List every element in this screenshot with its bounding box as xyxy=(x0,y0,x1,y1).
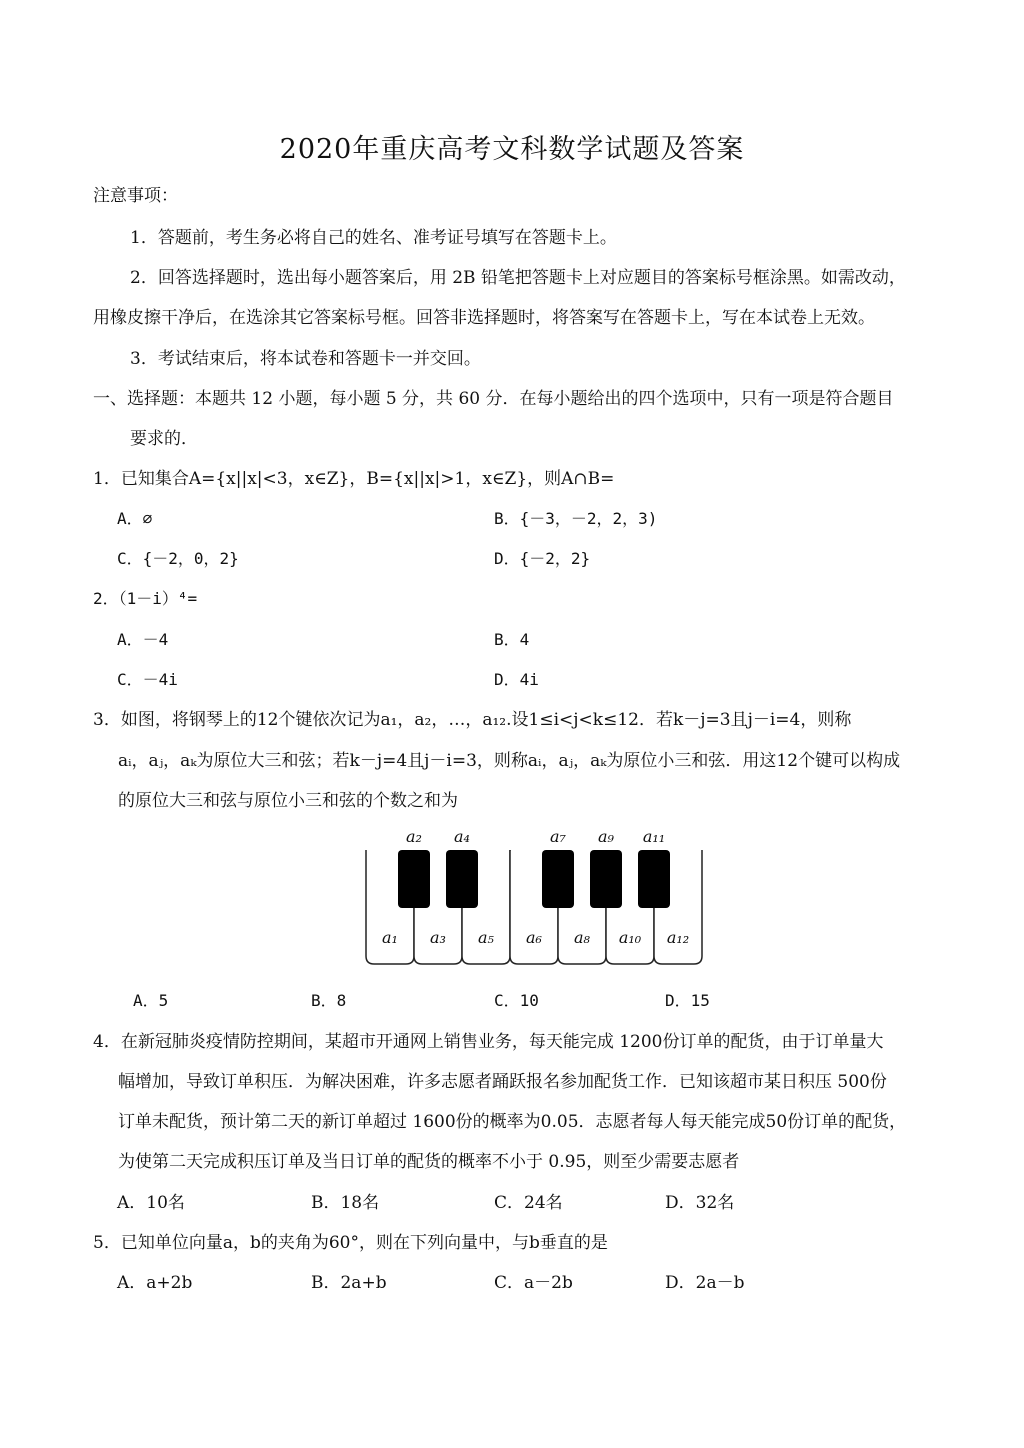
q1-option-c: C．{－2，0，2} xyxy=(117,549,239,568)
section1-heading-cont: 要求的． xyxy=(130,429,198,449)
q2-option-a: A．－4 xyxy=(117,630,169,649)
notice-heading: 注意事项： xyxy=(93,186,178,206)
q4-option-b: B．18名 xyxy=(311,1193,380,1213)
white-key-label: a₁ xyxy=(382,928,398,947)
q1-option-a: A．∅ xyxy=(117,509,153,528)
white-key-label: a₃ xyxy=(430,928,446,947)
q2-option-c: C．－4i xyxy=(117,670,178,689)
q5-stem: 5．已知单位向量a，b的夹角为60°，则在下列向量中，与b垂直的是 xyxy=(93,1233,608,1253)
q4-option-c: C．24名 xyxy=(494,1193,563,1213)
black-key-label: a₉ xyxy=(598,827,614,846)
section1-heading: 一、选择题：本题共 12 小题，每小题 5 分，共 60 分．在每小题给出的四个选项中，只有一项是符合题目 xyxy=(93,389,894,409)
q3-option-a: A．5 xyxy=(133,991,169,1010)
black-key-label: a₄ xyxy=(454,827,470,846)
notice-item-1: 1．答题前，考生务必将自己的姓名、准考证号填写在答题卡上。 xyxy=(130,228,617,248)
notice-item-2: 2．回答选择题时，选出每小题答案后，用 2B 铅笔把答题卡上对应题目的答案标号框涂黑。如需改动， xyxy=(130,268,906,288)
q3-stem-line2: aᵢ，aⱼ，aₖ为原位大三和弦；若k－j=4且j－i=3，则称aᵢ，aⱼ，aₖ为原位小三和弦．用这12个键可以构成 xyxy=(118,751,901,771)
q3-option-d: D．15 xyxy=(665,991,710,1010)
white-key-label: a₁₀ xyxy=(618,928,642,947)
q4-stem-line1: 4．在新冠肺炎疫情防控期间，某超市开通网上销售业务，每天能完成 1200份订单的配货，由于订单量大 xyxy=(93,1032,884,1052)
white-key-label: a₅ xyxy=(478,928,494,947)
q1-option-b: B．{－3，－2，2，3) xyxy=(494,509,658,528)
q4-option-a: A．10名 xyxy=(117,1193,185,1213)
black-key-2 xyxy=(398,850,430,908)
notice-item-3: 3．考试结束后，将本试卷和答题卡一并交回。 xyxy=(130,349,481,369)
q1-stem: 1．已知集合A={x||x|<3，x∈Z}，B={x||x|>1，x∈Z}，则A∩B= xyxy=(93,469,615,489)
black-key-7 xyxy=(542,850,574,908)
black-key-11 xyxy=(638,850,670,908)
q1-option-d: D．{－2，2} xyxy=(494,549,591,568)
q2-option-d: D．4i xyxy=(494,670,539,689)
white-key-label: a₈ xyxy=(574,928,590,947)
q4-stem-line4: 为使第二天完成积压订单及当日订单的配货的概率不小于 0.95，则至少需要志愿者 xyxy=(118,1152,740,1172)
piano-keyboard-figure xyxy=(362,822,704,968)
q4-stem-line3: 订单未配货，预计第二天的新订单超过 1600份的概率为0.05．志愿者每人每天能完成50份订单的配货， xyxy=(118,1112,907,1132)
q2-stem: 2．（1－i）⁴= xyxy=(93,589,198,608)
q3-stem-line3: 的原位大三和弦与原位小三和弦的个数之和为 xyxy=(118,791,458,811)
q5-option-b: B．2a+b xyxy=(311,1273,387,1293)
white-key-label: a₆ xyxy=(526,928,542,947)
black-key-label: a₂ xyxy=(406,827,422,846)
q5-option-a: A．a+2b xyxy=(117,1273,193,1293)
white-key-label: a₁₂ xyxy=(666,928,690,947)
q3-option-b: B．8 xyxy=(311,991,347,1010)
black-key-label: a₇ xyxy=(550,827,566,846)
q5-option-d: D．2a－b xyxy=(665,1273,745,1293)
q3-stem-line1: 3．如图，将钢琴上的12个键依次记为a₁，a₂，…，a₁₂.设1≤i<j<k≤12．若k－j=3且j－i=4，则称 xyxy=(93,710,852,730)
q4-stem-line2: 幅增加，导致订单积压．为解决困难，许多志愿者踊跃报名参加配货工作．已知该超市某日积压 500份 xyxy=(118,1072,887,1092)
page-title: 2020年重庆高考文科数学试题及答案 xyxy=(279,134,745,165)
q2-option-b: B．4 xyxy=(494,630,530,649)
black-key-9 xyxy=(590,850,622,908)
q4-option-d: D．32名 xyxy=(665,1193,735,1213)
black-key-label: a₁₁ xyxy=(642,827,666,846)
q3-option-c: C．10 xyxy=(494,991,539,1010)
black-key-4 xyxy=(446,850,478,908)
q5-option-c: C．a－2b xyxy=(494,1273,573,1293)
notice-item-2-cont: 用橡皮擦干净后，在选涂其它答案标号框。回答非选择题时，将答案写在答题卡上，写在本试卷上无效。 xyxy=(93,308,875,328)
